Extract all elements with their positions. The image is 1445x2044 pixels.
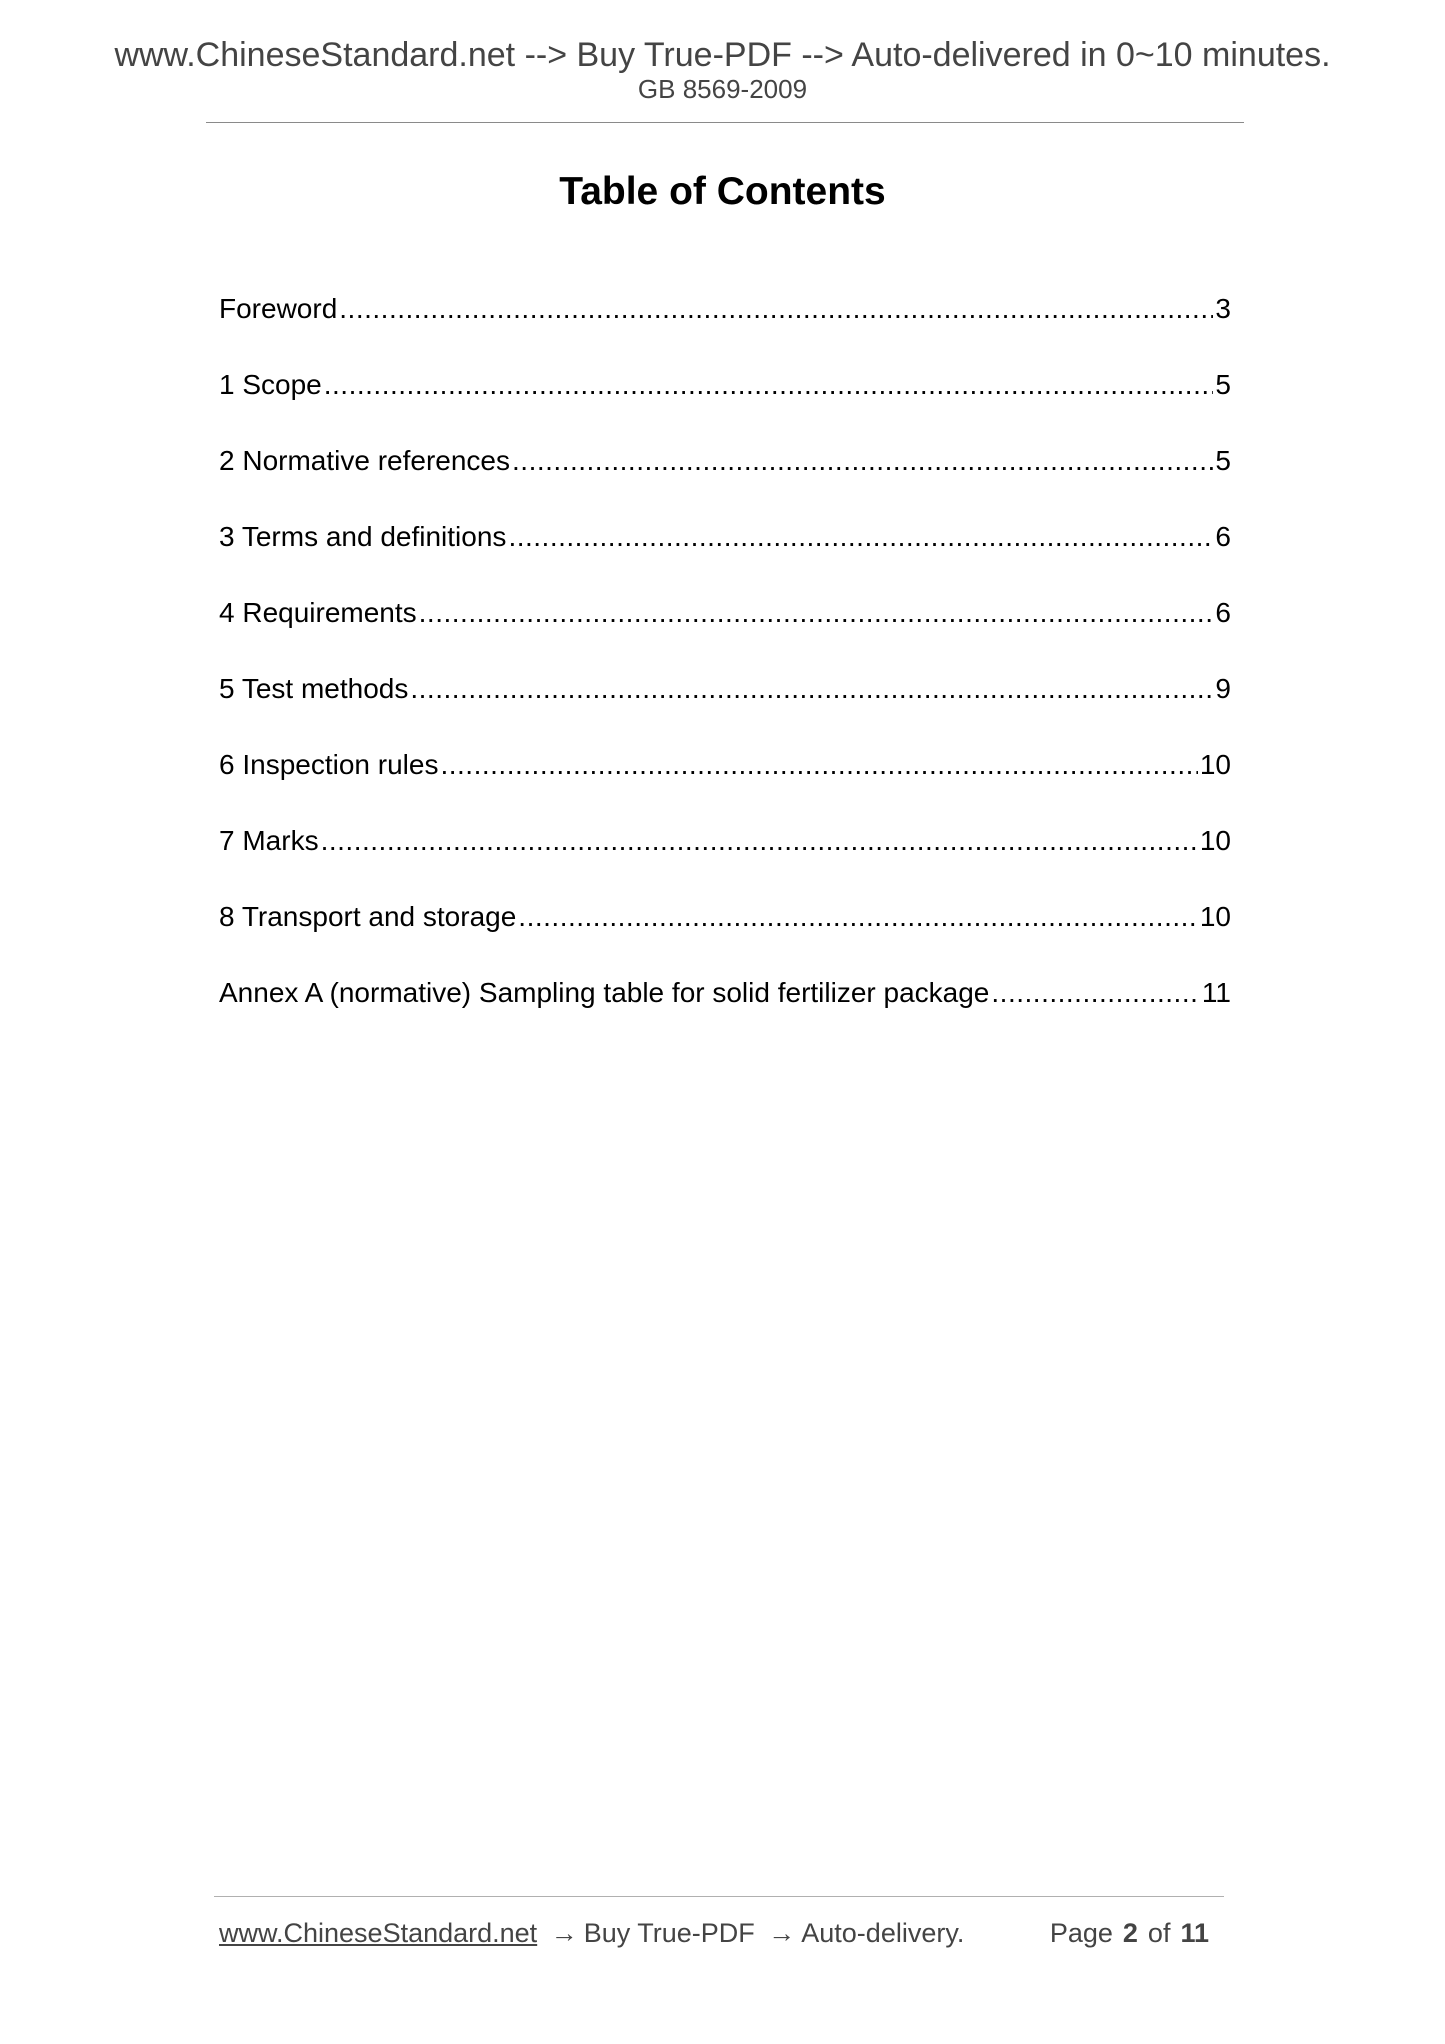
toc-dot-leader (508, 520, 1213, 554)
page-counter (1050, 1916, 1219, 1950)
toc-entry-label: 8 Transport and storage (219, 901, 517, 932)
total-pages-number: 11 (1180, 1918, 1209, 1948)
toc-page-number: 10 (1199, 825, 1231, 856)
toc-entry-label: 4 Requirements (219, 597, 417, 628)
buy-pdf-text: Buy True-PDF (583, 1918, 755, 1948)
site-link[interactable]: www.ChineseStandard.net (219, 1918, 538, 1948)
toc-dot-leader (339, 292, 1213, 326)
toc-entry-label: 5 Test methods (219, 673, 409, 704)
toc-entry-label: Foreword (219, 293, 338, 324)
toc-page-number: 10 (1199, 749, 1231, 780)
toc-entry-label: 3 Terms and definitions (219, 521, 507, 552)
toc-page-number: 5 (1215, 369, 1231, 400)
table-of-contents (219, 292, 1231, 1052)
page-title: Table of Contents (559, 170, 886, 213)
toc-entry-test-methods[interactable] (219, 672, 1231, 748)
header-divider (206, 122, 1244, 123)
toc-page-number: 3 (1215, 293, 1231, 324)
footer-divider (214, 1896, 1224, 1897)
toc-page-number: 5 (1215, 445, 1231, 476)
auto-delivery-text: Auto-delivery. (801, 1918, 965, 1948)
toc-entry-terms-and-definitions[interactable] (219, 520, 1231, 596)
toc-page-number: 6 (1215, 521, 1231, 552)
toc-entry-label: 7 Marks (219, 825, 319, 856)
toc-entry-normative-references[interactable] (219, 444, 1231, 520)
toc-entry-inspection-rules[interactable] (219, 748, 1231, 824)
toc-dot-leader (419, 596, 1214, 630)
toc-entry-foreword[interactable] (219, 292, 1231, 368)
toc-page-number: 11 (1201, 977, 1231, 1008)
toc-dot-leader (410, 672, 1213, 706)
toc-entry-marks[interactable] (219, 824, 1231, 900)
toc-entry-transport-and-storage[interactable] (219, 900, 1231, 976)
arrow-right-icon: → (768, 1918, 796, 1948)
toc-entry-scope[interactable] (219, 368, 1231, 444)
page-footer (219, 1916, 1219, 1950)
toc-dot-leader (324, 368, 1214, 402)
of-word: of (1147, 1918, 1171, 1948)
toc-page-number: 10 (1199, 901, 1231, 932)
toc-entry-requirements[interactable] (219, 596, 1231, 672)
document-code: GB 8569-2009 (637, 74, 808, 104)
toc-dot-leader (518, 900, 1198, 934)
page-word: Page (1049, 1918, 1113, 1948)
toc-entry-label: 1 Scope (219, 369, 322, 400)
toc-entry-label: Annex A (normative) Sampling table for solid fertilizer package (219, 977, 990, 1008)
toc-dot-leader (512, 444, 1213, 478)
toc-dot-leader (440, 748, 1197, 782)
toc-dot-leader (321, 824, 1198, 858)
toc-page-number: 6 (1215, 597, 1231, 628)
toc-page-number: 9 (1215, 673, 1231, 704)
toc-entry-label: 2 Normative references (219, 445, 511, 476)
toc-entry-label: 6 Inspection rules (219, 749, 439, 780)
current-page-number: 2 (1122, 1918, 1138, 1948)
toc-entry-annex-a[interactable] (219, 976, 1231, 1052)
arrow-right-icon: → (550, 1918, 578, 1948)
site-banner: www.ChineseStandard.net --> Buy True-PDF --> Auto-delivered in 0~10 minutes. (114, 36, 1331, 74)
toc-dot-leader (991, 976, 1200, 1010)
